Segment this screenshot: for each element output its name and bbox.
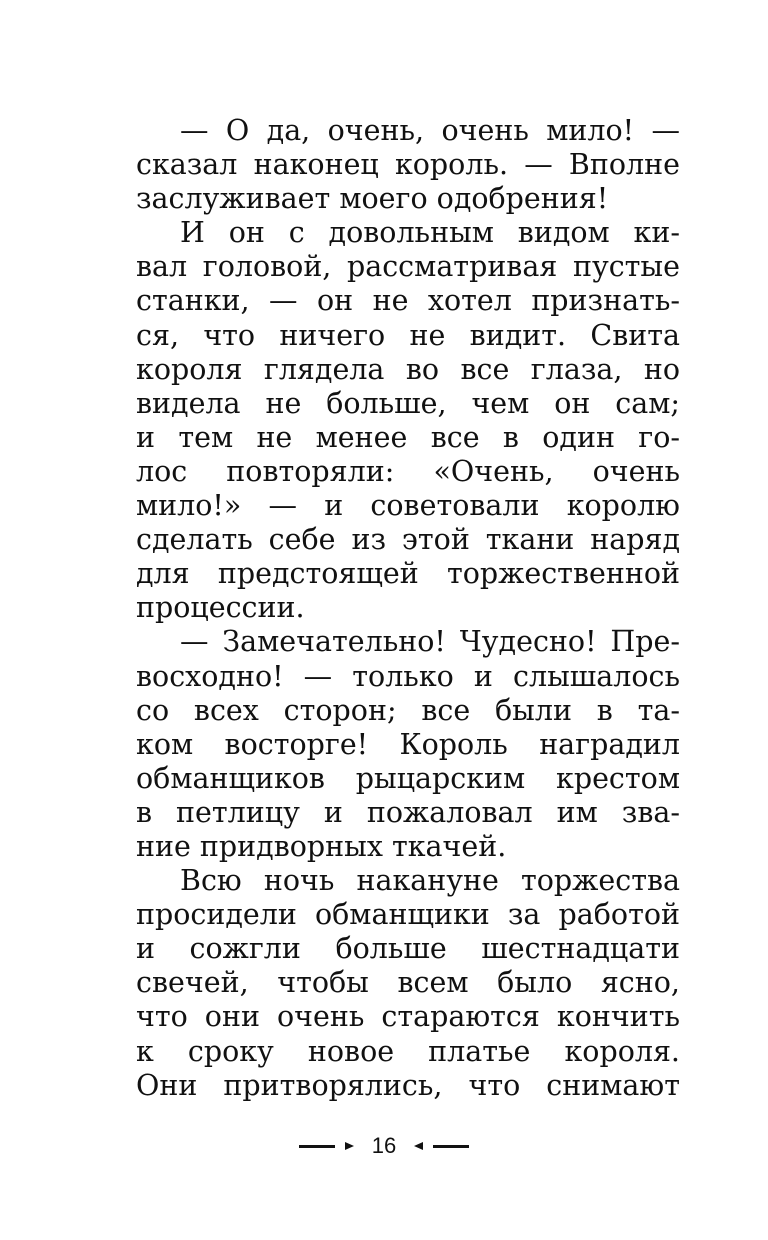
text-line: Они притворялись, что снимают — [136, 1068, 680, 1102]
text-line: обманщиков рыцарским крестом — [136, 761, 680, 795]
text-line: что они очень стараются кончить — [136, 1000, 680, 1034]
text-line: ся, что ничего не видит. Свита — [136, 318, 680, 352]
text-line: — Замечательно! Чудесно! Пре- — [180, 625, 680, 659]
text-line: процессии. — [136, 591, 305, 625]
paragraph — [136, 114, 680, 216]
body-text — [136, 114, 680, 1103]
text-line: и сожгли больше шестнадцати — [136, 932, 680, 966]
text-line: свечей, чтобы всем было ясно, — [136, 966, 680, 1000]
text-line: сделать себе из этой ткани наряд — [136, 523, 680, 557]
text-line: станки, — он не хотел признать- — [136, 284, 680, 318]
right-rule — [433, 1145, 469, 1148]
text-line: И он с довольным видом ки- — [180, 216, 680, 250]
paragraph — [136, 625, 680, 864]
text-line: ком восторге! Король наградил — [136, 727, 680, 761]
text-line: заслуживает моего одобрения! — [136, 182, 609, 216]
page-number: 16 — [371, 1133, 397, 1158]
text-line: видела не больше, чем он сам; — [136, 386, 680, 420]
text-line: сказал наконец король. — Вполне — [136, 148, 680, 182]
text-line: Всю ночь накануне торжества — [180, 864, 680, 898]
left-rule — [299, 1145, 335, 1148]
left-arrow-icon — [414, 1142, 423, 1150]
text-line: просидели обманщики за работой — [136, 898, 680, 932]
text-line: восходно! — только и слышалось — [136, 659, 680, 693]
text-line: и тем не менее все в один го- — [136, 420, 680, 454]
text-line: в петлицу и пожаловал им зва- — [136, 795, 680, 829]
text-line: лос повторяли: «Очень, очень — [136, 454, 680, 488]
text-line: к сроку новое платье короля. — [136, 1034, 680, 1068]
text-line: — О да, очень, очень мило! — — [180, 114, 680, 147]
text-line: вал головой, рассматривая пустые — [136, 250, 680, 284]
page-footer — [0, 1124, 768, 1168]
text-line: со всех сторон; все были в та- — [136, 693, 680, 727]
text-line: ние придворных ткачей. — [136, 829, 507, 863]
paragraph — [136, 864, 680, 1103]
right-arrow-icon — [345, 1142, 354, 1150]
text-line: для предстоящей торжественной — [136, 557, 680, 591]
text-line: короля глядела во все глаза, но — [136, 352, 680, 386]
text-line: мило!» — и советовали королю — [136, 489, 680, 523]
paragraph — [136, 216, 680, 625]
